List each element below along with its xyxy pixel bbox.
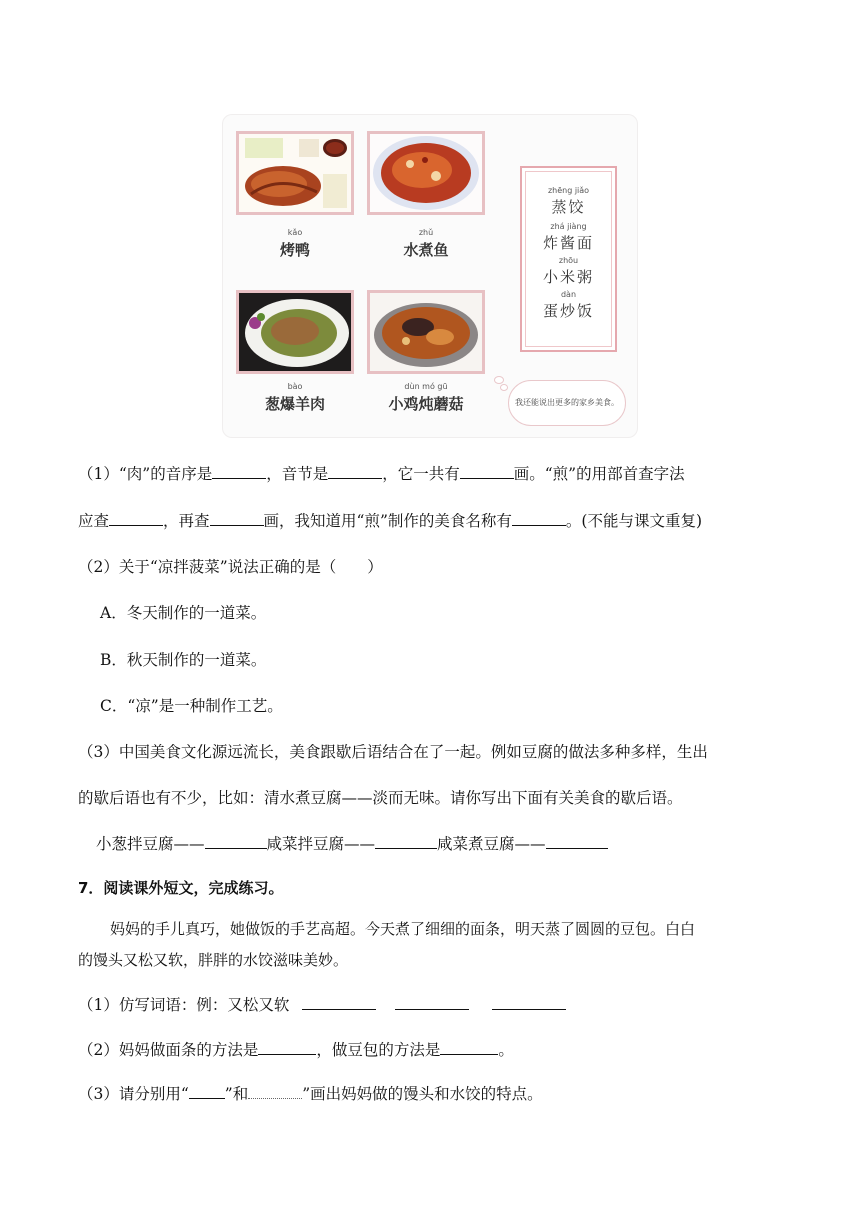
food-illustration bbox=[222, 114, 638, 438]
chicken-stew-photo bbox=[367, 290, 485, 374]
q7-part1 bbox=[78, 993, 566, 1015]
menu-item-name: 炸酱面 bbox=[542, 234, 594, 252]
text: （1）仿写词语：例：又松又软 bbox=[78, 996, 290, 1014]
bubble-dot bbox=[494, 376, 504, 384]
text: ，做豆包的方法是 bbox=[316, 1041, 441, 1059]
answer-blank[interactable] bbox=[258, 1040, 316, 1055]
menu-item bbox=[522, 256, 615, 287]
dish-label-boiled-fish bbox=[361, 228, 491, 260]
dish-name: 水煮鱼 bbox=[403, 241, 449, 259]
menu-item bbox=[522, 186, 615, 217]
answer-blank[interactable] bbox=[212, 464, 266, 479]
dish-pinyin: kǎo bbox=[287, 228, 303, 237]
scallion-lamb-photo bbox=[236, 290, 354, 374]
answer-blank[interactable] bbox=[460, 464, 514, 479]
straight-line-sample bbox=[189, 1084, 225, 1099]
answer-blank[interactable] bbox=[492, 995, 566, 1010]
option-b[interactable]: B．秋天制作的一道菜。 bbox=[100, 651, 267, 669]
dish-label-chicken-stew bbox=[361, 382, 491, 414]
q6-part1-line2 bbox=[78, 509, 702, 531]
q6-part1-line1 bbox=[78, 462, 685, 484]
menu-item-pinyin: dàn bbox=[560, 290, 577, 299]
text: ”画出妈妈做的馒头和水饺的特点。 bbox=[302, 1085, 543, 1103]
thought-bubble bbox=[508, 380, 626, 426]
bubble-text: 我还能说出更多的家乡美食。 bbox=[515, 398, 619, 407]
answer-blank[interactable] bbox=[328, 464, 382, 479]
wavy-line-sample bbox=[248, 1084, 302, 1099]
q6-part3-line2: 的歇后语也有不少，比如：清水煮豆腐——淡而无味。请你写出下面有关美食的歇后语。 bbox=[78, 789, 683, 807]
dish-name: 葱爆羊肉 bbox=[264, 395, 325, 413]
text: （3）请分别用“ bbox=[78, 1085, 189, 1103]
xiehouyu-line bbox=[96, 832, 608, 854]
option-a[interactable]: A．冬天制作的一道菜。 bbox=[100, 604, 267, 622]
dish-label-roast-duck bbox=[230, 228, 360, 260]
text: ”和 bbox=[224, 1085, 249, 1103]
dish-name: 小鸡炖蘑菇 bbox=[388, 395, 464, 413]
dish-name: 烤鸭 bbox=[279, 241, 310, 259]
dish-pinyin: bào bbox=[287, 382, 303, 391]
text: （1）“肉”的音序是 bbox=[78, 465, 213, 483]
roast-duck-photo bbox=[236, 131, 354, 215]
text: ，它一共有 bbox=[382, 465, 460, 483]
text: ，再查 bbox=[163, 512, 210, 530]
text: 。 bbox=[498, 1041, 514, 1059]
boiled-fish-photo bbox=[367, 131, 485, 215]
text: 咸菜拌豆腐—— bbox=[266, 835, 376, 853]
answer-blank[interactable] bbox=[375, 834, 437, 849]
text: 画，我知道用“煎”制作的美食名称有 bbox=[263, 512, 512, 530]
answer-blank[interactable] bbox=[546, 834, 608, 849]
text: 。(不能与课文重复) bbox=[565, 512, 702, 530]
menu-item-pinyin: zhēng jiǎo bbox=[547, 186, 590, 195]
answer-blank[interactable] bbox=[440, 1040, 498, 1055]
text: 小葱拌豆腐—— bbox=[96, 835, 205, 853]
text: 画。“煎”的用部首查字法 bbox=[513, 465, 685, 483]
passage-line1: 妈妈的手儿真巧，她做饭的手艺高超。今天煮了细细的面条，明天蒸了圆圆的豆包。白白 bbox=[110, 920, 696, 938]
text: 咸菜煮豆腐—— bbox=[437, 835, 546, 853]
menu-item-name: 蒸饺 bbox=[551, 198, 586, 216]
answer-blank[interactable] bbox=[210, 511, 264, 526]
text: 应查 bbox=[78, 512, 110, 530]
menu-item bbox=[522, 290, 615, 321]
bubble-dot bbox=[500, 384, 508, 391]
option-c[interactable]: C．“凉”是一种制作工艺。 bbox=[100, 697, 283, 715]
text: ，音节是 bbox=[266, 465, 329, 483]
q6-part2: （2）关于“凉拌菠菜”说法正确的是（ ） bbox=[78, 558, 383, 576]
q7-part3 bbox=[78, 1082, 543, 1104]
dish-label-scallion-lamb bbox=[230, 382, 360, 414]
q6-part3-line1: （3）中国美食文化源远流长，美食跟歇后语结合在了一起。例如豆腐的做法多种多样，生出 bbox=[78, 743, 708, 761]
answer-blank[interactable] bbox=[302, 995, 376, 1010]
q7-part2 bbox=[78, 1038, 514, 1060]
menu-item-pinyin: zhōu bbox=[558, 256, 579, 265]
answer-blank[interactable] bbox=[205, 834, 267, 849]
text: （2）妈妈做面条的方法是 bbox=[78, 1041, 259, 1059]
menu-item-name: 蛋炒饭 bbox=[542, 302, 594, 320]
dish-pinyin: zhǔ bbox=[418, 228, 434, 237]
menu-item-pinyin: zhá jiàng bbox=[550, 222, 587, 231]
passage-line2: 的馒头又松又软，胖胖的水饺滋味美妙。 bbox=[78, 951, 349, 969]
menu-item bbox=[522, 222, 615, 253]
answer-blank[interactable] bbox=[512, 511, 566, 526]
menu-card bbox=[520, 166, 617, 352]
answer-blank[interactable] bbox=[395, 995, 469, 1010]
dish-pinyin: dùn mó gū bbox=[404, 382, 448, 391]
answer-blank[interactable] bbox=[109, 511, 163, 526]
menu-item-name: 小米粥 bbox=[542, 268, 594, 286]
q7-title: 7．阅读课外短文，完成练习。 bbox=[78, 879, 284, 897]
